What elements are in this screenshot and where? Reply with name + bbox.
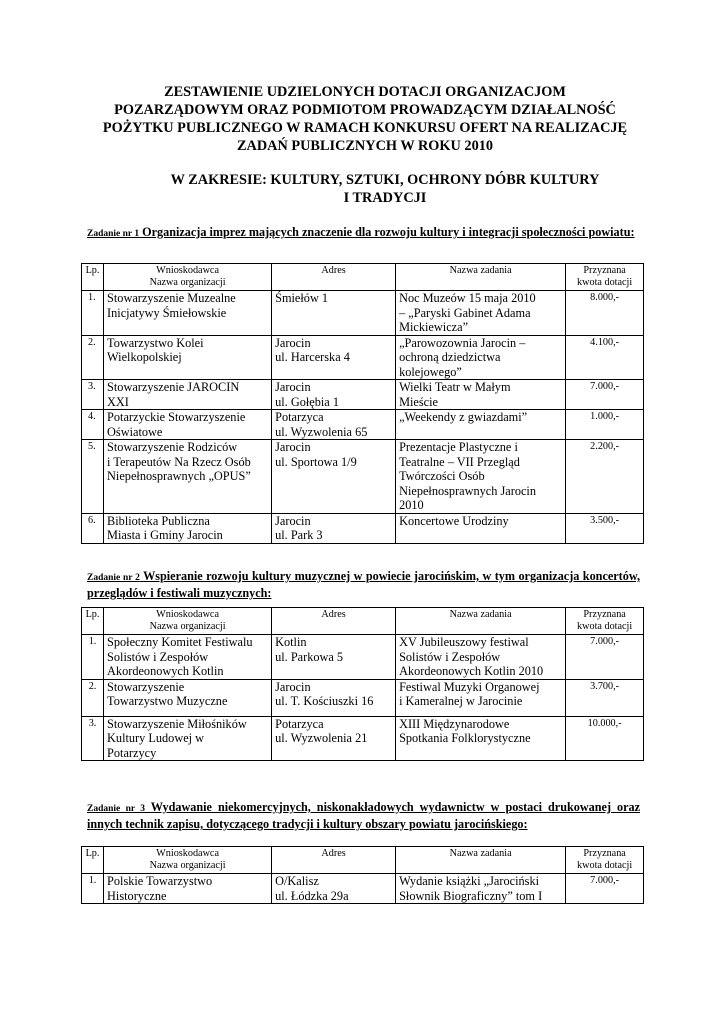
- title-line: POZARZĄDOWYM ORAZ PODMIOTOM PROWADZĄCYM DZIAŁALNOŚĆ: [114, 102, 616, 118]
- cell-lp: 2.: [82, 679, 104, 716]
- cell-address-line: ul. Wyzwolenia 21: [275, 731, 368, 745]
- table-body: [82, 291, 644, 544]
- cell-organization-line: Społeczny Komitet Festiwalu: [107, 635, 253, 649]
- cell-task-name: [396, 679, 566, 716]
- cell-task-name: [396, 874, 566, 904]
- table-row: [82, 335, 644, 380]
- cell-organization-line: Potarzyckie Stowarzyszenie: [107, 410, 246, 424]
- cell-task-name-line: „Parowozownia Jarocin –: [399, 335, 526, 350]
- cell-lp: 2.: [82, 335, 104, 380]
- cell-amount: 7.000,-: [566, 635, 644, 680]
- col-amount: Przyznana kwota dotacji: [566, 608, 644, 635]
- cell-address-line: ul. Sportowa 1/9: [275, 454, 357, 469]
- cell-organization: [104, 513, 272, 543]
- table-header: [82, 847, 644, 874]
- cell-task-name-line: – „Paryski Gabinet Adama: [399, 305, 531, 320]
- cell-address-line: O/Kalisz: [275, 874, 319, 888]
- cell-organization-line: Stowarzyszenie Muzealne: [107, 291, 236, 305]
- cell-lp: 1.: [82, 635, 104, 680]
- cell-task-name: [396, 513, 566, 543]
- title-line: ZESTAWIENIE UDZIELONYCH DOTACJI ORGANIZACJOM: [164, 84, 566, 100]
- cell-task-name-line: Mickiewicza”: [399, 320, 469, 334]
- cell-task-name-line: Festiwal Muzyki Organowej: [399, 679, 540, 694]
- cell-address: [272, 635, 396, 680]
- cell-task-name-line: Niepełnosprawnych Jarocin: [399, 483, 536, 498]
- cell-task-name: [396, 335, 566, 380]
- section-title: Wydawanie niekomercyjnych, niskonakładowych wydawnictw w postaci drukowanej oraz innych technik zapisu, dotyczącego tradycji i kultury obszary powiatu jarocińskiego:: [87, 800, 641, 831]
- cell-amount: 1.000,-: [566, 410, 644, 440]
- col-task-name: Nazwa zadania: [396, 264, 566, 291]
- cell-address: [272, 410, 396, 440]
- section-3-heading: [87, 800, 640, 832]
- col-lp: Lp.: [82, 264, 104, 291]
- cell-address: [272, 335, 396, 380]
- cell-organization-line: Solistów i Zespołów: [107, 649, 209, 664]
- cell-address-line: ul. Łódzka 29a: [275, 888, 349, 903]
- table-body: [82, 635, 644, 761]
- cell-amount: 7.000,-: [566, 874, 644, 904]
- section-title: Wspieranie rozwoju kultury muzycznej w powiecie jarocińskim, w tym organizacja koncertów, przeglądów i festiwali muzycznych:: [87, 569, 640, 600]
- cell-lp: 3.: [82, 380, 104, 410]
- section-prefix: Zadanie nr 2: [87, 573, 140, 583]
- grants-table-1: [81, 263, 644, 544]
- cell-address: [272, 513, 396, 543]
- cell-task-name: [396, 440, 566, 514]
- cell-amount: 3.500,-: [566, 513, 644, 543]
- cell-organization: [104, 410, 272, 440]
- cell-organization-line: XXI: [107, 394, 129, 409]
- cell-task-name-line: 2010: [399, 498, 424, 512]
- col-applicant: Wnioskodawca Nazwa organizacji: [104, 264, 272, 291]
- cell-organization: [104, 716, 272, 761]
- cell-task-name-line: „Weekendy z gwiazdami”: [399, 410, 528, 424]
- cell-organization-line: Akordeonowych Kotlin: [107, 664, 224, 678]
- scope-line: W ZAKRESIE: KULTURY, SZTUKI, OCHRONY DÓBR KULTURY: [170, 172, 600, 188]
- cell-organization: [104, 380, 272, 410]
- cell-task-name-line: kolejowego”: [399, 364, 462, 379]
- cell-address: [272, 874, 396, 904]
- col-address: Adres: [272, 608, 396, 635]
- cell-organization: [104, 440, 272, 514]
- section-title: Organizacja imprez mających znaczenie dla rozwoju kultury i integracji społeczności powiatu:: [142, 225, 635, 239]
- table-row: [82, 380, 644, 410]
- cell-organization-line: i Terapeutów Na Rzecz Osób: [107, 454, 251, 469]
- cell-organization-line: Miasta i Gminy Jarocin: [107, 528, 223, 542]
- cell-address-line: ul. Park 3: [275, 528, 323, 542]
- cell-address: [272, 716, 396, 761]
- col-lp: Lp.: [82, 608, 104, 635]
- cell-amount: 2.200,-: [566, 440, 644, 514]
- cell-organization: [104, 874, 272, 904]
- cell-address: [272, 440, 396, 514]
- cell-organization: [104, 679, 272, 716]
- scope-line: I TRADYCJI: [343, 190, 427, 206]
- cell-task-name-line: i Kameralnej w Jarocinie: [399, 694, 523, 708]
- cell-task-name: [396, 635, 566, 680]
- cell-address: [272, 679, 396, 716]
- cell-organization-line: Polskie Towarzystwo: [107, 874, 213, 888]
- col-address: Adres: [272, 847, 396, 874]
- col-address: Adres: [272, 264, 396, 291]
- cell-organization-line: Inicjatywy Śmiełowskie: [107, 305, 227, 320]
- document-title: [80, 83, 650, 155]
- cell-lp: 1.: [82, 291, 104, 336]
- cell-lp: 4.: [82, 410, 104, 440]
- section-prefix: Zadanie nr 1: [87, 229, 140, 239]
- col-task-name: Nazwa zadania: [396, 847, 566, 874]
- grants-table-2: [81, 607, 644, 761]
- title-line: POŻYTKU PUBLICZNEGO W RAMACH KONKURSU OFERT NA REALIZACJĘ: [102, 120, 628, 136]
- cell-address-line: Jarocin: [275, 440, 311, 454]
- cell-address-line: ul. Gołębia 1: [275, 394, 339, 409]
- cell-organization-line: Wielkopolskiej: [107, 350, 182, 364]
- col-applicant: Wnioskodawca Nazwa organizacji: [104, 608, 272, 635]
- cell-organization: [104, 335, 272, 380]
- col-lp: Lp.: [82, 847, 104, 874]
- table-row: [82, 291, 644, 336]
- cell-address-line: Potarzyca: [275, 410, 324, 424]
- cell-organization-line: Potarzycy: [107, 745, 157, 760]
- cell-task-name-line: XIII Międzynarodowe: [399, 716, 510, 731]
- cell-task-name-line: Słownik Biograficzny” tom I: [399, 888, 543, 903]
- grants-table-3: [81, 846, 644, 904]
- cell-organization: [104, 291, 272, 336]
- cell-organization-line: Towarzystwo Muzyczne: [107, 694, 228, 708]
- cell-amount: 10.000,-: [566, 716, 644, 761]
- section-prefix: Zadanie nr 3: [87, 804, 145, 814]
- cell-task-name-line: Teatralne – VII Przegląd: [399, 454, 520, 469]
- cell-task-name-line: Twórczości Osób: [399, 469, 485, 483]
- cell-lp: 5.: [82, 440, 104, 514]
- cell-organization-line: Historyczne: [107, 888, 167, 903]
- title-line: ZADAŃ PUBLICZNYCH W ROKU 2010: [236, 138, 494, 154]
- cell-address-line: Kotlin: [275, 635, 307, 649]
- col-amount: Przyznana kwota dotacji: [566, 847, 644, 874]
- table-row: [82, 513, 644, 543]
- table-body: [82, 874, 644, 904]
- cell-task-name-line: Wielki Teatr w Małym: [399, 380, 511, 394]
- cell-organization-line: Niepełnosprawnych „OPUS”: [107, 469, 251, 483]
- cell-amount: 4.100,-: [566, 335, 644, 380]
- cell-address-line: Potarzyca: [275, 716, 324, 731]
- cell-organization-line: Biblioteka Publiczna: [107, 513, 210, 528]
- cell-lp: 3.: [82, 716, 104, 761]
- cell-organization-line: Stowarzyszenie Miłośników: [107, 716, 247, 731]
- cell-lp: 6.: [82, 513, 104, 543]
- cell-address-line: ul. T. Kościuszki 16: [275, 694, 374, 708]
- table-row: [82, 716, 644, 761]
- cell-organization-line: Towarzystwo Kolei: [107, 335, 204, 350]
- col-task-name: Nazwa zadania: [396, 608, 566, 635]
- cell-task-name-line: Prezentacje Plastyczne i: [399, 440, 518, 454]
- cell-address: [272, 380, 396, 410]
- scope-subtitle: [120, 171, 650, 207]
- col-amount: Przyznana kwota dotacji: [566, 264, 644, 291]
- table-row: [82, 679, 644, 716]
- cell-task-name-line: Mieście: [399, 394, 438, 409]
- table-row: [82, 440, 644, 514]
- cell-amount: 7.000,-: [566, 380, 644, 410]
- cell-address-line: Jarocin: [275, 679, 311, 694]
- cell-organization-line: Oświatowe: [107, 424, 163, 439]
- table-row: [82, 635, 644, 680]
- cell-address-line: Śmiełów 1: [275, 291, 329, 305]
- cell-address-line: Jarocin: [275, 335, 311, 350]
- cell-task-name-line: XV Jubileuszowy festiwal: [399, 635, 529, 649]
- section-2-heading: [87, 569, 640, 601]
- cell-task-name-line: Koncertowe Urodziny: [399, 513, 509, 528]
- section-1-heading: [87, 225, 640, 242]
- cell-task-name-line: Solistów i Zespołów: [399, 649, 501, 664]
- cell-organization-line: Stowarzyszenie JAROCIN: [107, 380, 240, 394]
- cell-address-line: Jarocin: [275, 380, 311, 394]
- cell-organization-line: Kultury Ludowej w: [107, 731, 205, 745]
- table-header: [82, 264, 644, 291]
- cell-address-line: ul. Harcerska 4: [275, 350, 350, 364]
- cell-task-name: [396, 410, 566, 440]
- table-row: [82, 874, 644, 904]
- cell-task-name-line: ochroną dziedzictwa: [399, 350, 501, 364]
- cell-task-name: [396, 380, 566, 410]
- cell-address-line: ul. Parkowa 5: [275, 649, 344, 664]
- cell-task-name-line: Spotkania Folklorystyczne: [399, 731, 531, 745]
- cell-task-name: [396, 291, 566, 336]
- cell-address-line: Jarocin: [275, 513, 311, 528]
- cell-amount: 3.700,-: [566, 679, 644, 716]
- cell-organization-line: Stowarzyszenie: [107, 679, 185, 694]
- table-row: [82, 410, 644, 440]
- cell-address-line: ul. Wyzwolenia 65: [275, 424, 368, 439]
- cell-organization-line: Stowarzyszenie Rodziców: [107, 440, 238, 454]
- table-header: [82, 608, 644, 635]
- cell-task-name-line: Akordeonowych Kotlin 2010: [399, 664, 544, 678]
- cell-address: [272, 291, 396, 336]
- cell-lp: 1.: [82, 874, 104, 904]
- col-applicant: Wnioskodawca Nazwa organizacji: [104, 847, 272, 874]
- cell-task-name: [396, 716, 566, 761]
- cell-organization: [104, 635, 272, 680]
- cell-amount: 8.000,-: [566, 291, 644, 336]
- cell-task-name-line: Wydanie książki „Jarociński: [399, 874, 540, 888]
- cell-task-name-line: Noc Muzeów 15 maja 2010: [399, 291, 536, 305]
